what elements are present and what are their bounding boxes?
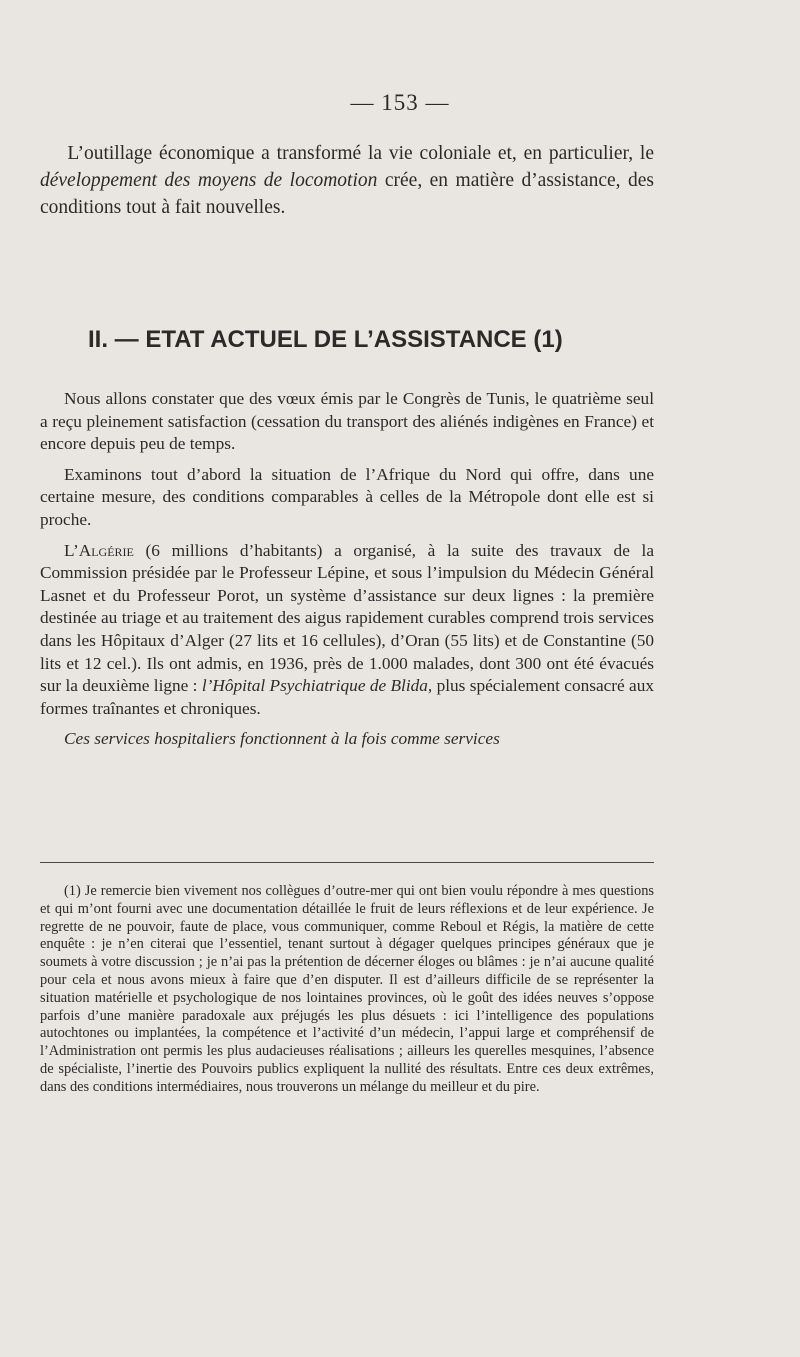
intro-text: L’outillage économique a transformé la vie coloniale et, en particulier, le [67,143,655,164]
paragraph-3-end: plus spécialement consacré aux formes traînantes et chroniques. [40,676,654,718]
intro-emphasis: développement des moyens de locomotion [40,170,378,191]
footnote-text: (1) Je remercie bien vivement nos collègues d’outre-mer qui ont bien voulu répondre à mes questions et qui m’ont fourni avec une documentation détaillée le fruit de leurs réflexions et de leur expérience. Je regrette de ne pouvoir, faute de place, vous communiquer, comme Reboul et Régis, la matière de cette enquête : je n’en citerai que l’essentiel, tenant surtout à dégager quelques principes généraux que je soumets à votre discussion ; je n’ai pas la prétention de décerner éloges ou blâmes : je n’ai aucune qualité pour cela et nous avons mieux à faire que d’en disputer. Il est d’ailleurs difficile de se représenter la situation matérielle et psychologique de nos lointaines provinces, où le goût des idées neuves s’oppose parfois d’une manière paradoxale aux préjugés les plus désuets : ici l’intelligence des populations autochtones ou implantées, la compétence et l’activité d’un médecin, l’appui large et compréhensif de l’Administration ont permis les plus audacieuses réalisations ; ailleurs les querelles mesquines, l’absence de spécialiste, l’inertie des Pouvoirs publics expliquent la nullité des résultats. Entre ces deux extrêmes, dans des conditions intermédiaires, nous trouverons un mélange du meilleur et du pire. [40,883,654,1095]
paragraph-2: Examinons tout d’abord la situation de l’Afrique du Nord qui offre, dans une certaine mesure, des conditions comparables à celles de la Métropole dont elle est si proche. [40,464,654,529]
paragraph-4-italic: Ces services hospitaliers fonctionnent à la fois comme services [64,729,500,749]
footnote-divider [40,862,654,863]
intro-text-end: crée, en matière d’assistance, des conditions tout à fait nouvelles. [40,170,654,218]
paragraph-4 [40,728,654,751]
paragraph-3-body: (6 millions d’habitants) a organisé, à la suite des travaux de la Commission présidée par le Professeur Lépine, et sous l’impulsion du Médecin Général Lasnet et du Professeur Porot, un système d’assistance sur deux lignes : la première destinée au triage et au traitement des aigus rapidement curables comprend trois services dans les Hôpitaux d’Alger (27 lits et 16 cellules), d’Oran (55 lits) et de Constantine (50 lits et 12 cel.). Ils ont admis, en 1936, près de 1.000 malades, dont 300 ont été évacués sur la deuxième ligne : [40,540,654,696]
paragraph-3-italic: l’Hôpital Psychiatrique de Blida, [201,676,433,696]
paragraph-3 [40,540,654,721]
footnote [40,883,654,1097]
body-text [40,388,654,759]
section-heading: II. — ETAT ACTUEL DE L’ASSISTANCE (1) [88,326,563,353]
intro-paragraph [40,140,654,221]
paragraph-3-lead: L’Algérie [64,540,134,560]
paragraph-1: Nous allons constater que des vœux émis par le Congrès de Tunis, le quatrième seul a reçu pleinement satisfaction (cessation du transport des aliénés indigènes en France) et encore depuis peu de temps. [40,389,654,454]
page-number: — 153 — [350,90,450,115]
